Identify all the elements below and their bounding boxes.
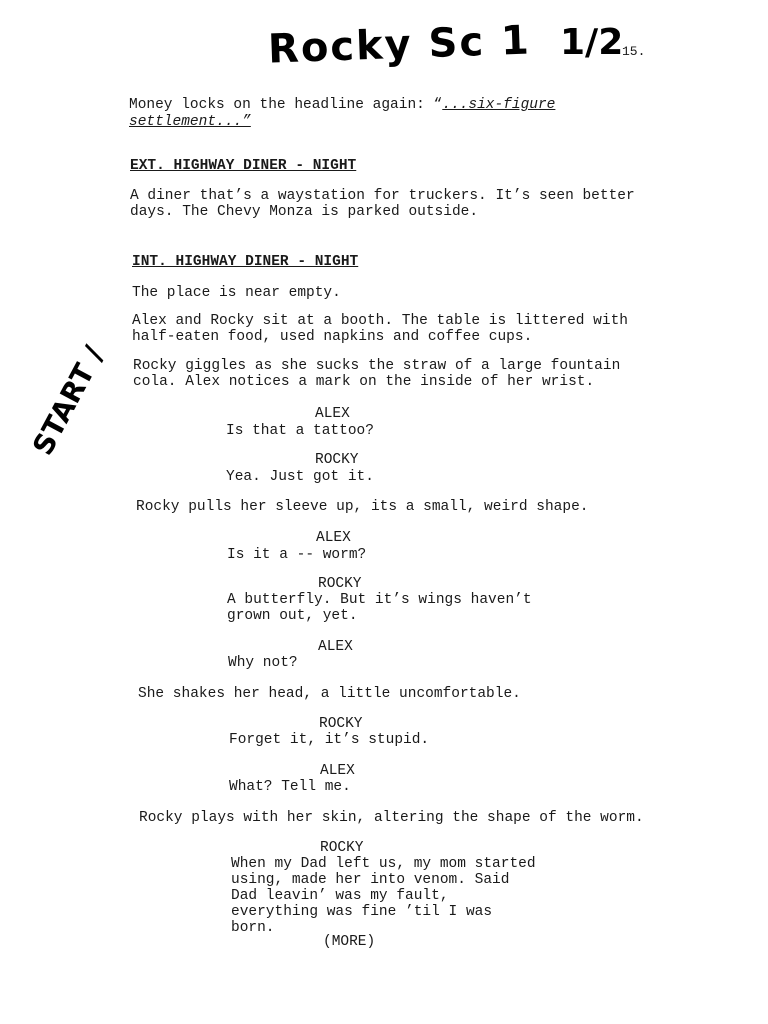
- handwritten-title: Rocky Sc 1: [267, 17, 532, 73]
- action-sleeve: Rocky pulls her sleeve up, its a small, weird shape.: [136, 499, 589, 515]
- dialogue: Why not?: [228, 655, 298, 671]
- headline-text: ...six-figure: [442, 97, 556, 113]
- action-plays-skin: Rocky plays with her skin, altering the shape of the worm.: [139, 810, 644, 826]
- action-diner: A diner that’s a waystation for truckers. It’s seen better days. The Chevy Monza is parked outside.: [130, 188, 635, 220]
- dialogue: A butterfly. But it’s wings haven’t grown out, yet.: [227, 592, 532, 624]
- action-giggles: Rocky giggles as she sucks the straw of a large fountain cola. Alex notices a mark on the inside of her wrist.: [133, 358, 621, 390]
- handwritten-fraction: 1/2: [560, 22, 624, 63]
- character-alex: ALEX: [318, 639, 353, 655]
- action-booth: Alex and Rocky sit at a booth. The table is littered with half-eaten food, used napkins and coffee cups.: [132, 313, 628, 345]
- character-alex: ALEX: [320, 763, 355, 779]
- scene-heading-ext: EXT. HIGHWAY DINER - NIGHT: [130, 158, 357, 174]
- character-alex: ALEX: [316, 530, 351, 546]
- character-rocky: ROCKY: [315, 452, 359, 468]
- character-rocky: ROCKY: [318, 576, 362, 592]
- character-alex: ALEX: [315, 406, 350, 422]
- dialogue: Yea. Just got it.: [226, 469, 374, 485]
- dialogue: What? Tell me.: [229, 779, 351, 795]
- action-shakes-head: She shakes her head, a little uncomfortable.: [138, 686, 521, 702]
- margin-note-start: START /: [26, 340, 111, 461]
- action-text: Money locks on the headline again: “: [129, 97, 443, 113]
- action-line-1: [129, 97, 555, 113]
- dialogue: Forget it, it’s stupid.: [229, 732, 430, 748]
- dialogue: Is that a tattoo?: [226, 423, 374, 439]
- page-number: 15.: [622, 44, 646, 59]
- character-rocky: ROCKY: [320, 840, 364, 856]
- scene-heading-int: INT. HIGHWAY DINER - NIGHT: [132, 254, 359, 270]
- dialogue: Is it a -- worm?: [227, 547, 367, 563]
- action-empty: The place is near empty.: [132, 285, 341, 301]
- character-rocky: ROCKY: [319, 716, 363, 732]
- dialogue: When my Dad left us, my mom started using, made her into venom. Said Dad leavin’ was my fault, everything was fine ’til I was born.: [231, 856, 536, 936]
- more-marker: (MORE): [323, 934, 376, 950]
- action-line-2: settlement...”: [129, 114, 251, 130]
